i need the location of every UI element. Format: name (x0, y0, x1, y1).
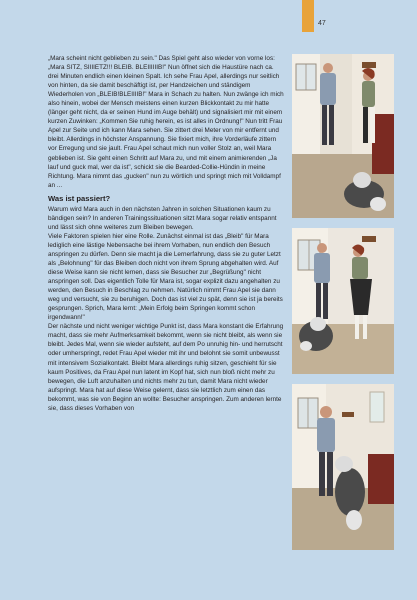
paragraph: „Mara scheint nicht geblieben zu sein." Das Spiel geht also wieder von vorne los: „Mara SITZ, SIIIIETZ!!! BLEIB. BLEIIIIIIB!" Nun öffnet sich die Haustüre nach ca. drei Minuten endlich einen kleinen Spalt. Ich sehe Frau Apel, allerdings nur seitlich von hinten, da sie damit beschäftigt ist, per Handzeichen und ständigem Wiederholen von „BLEIB!BLEIIIIB!" Mara in Schach zu halten. Nun zwänge ich mich also hinein, wobei der Mensch meistens einen kurzen Blickkontakt zu mir hatte (länger geht nicht, da er seinen Hund im Auge behält) und signalisiert mir mit einem kurzen Zuwinken: „Kommen Sie ruhig herein, es ist alles in Ordnung!" Nun tritt Frau Apel zur Seite und ich kann Mara sehen. Sie zittert drei Meter von mir entfernt und bleibt. Allerdings in höchster Anspannung. Sie fixiert mich, ihre Vorderläufe zittern vor Erregung und sie jault. Frau Apel schaut mich nun voller Stolz an, weil Mara geblieben ist. Sie geht einen Schritt auf Mara zu, und mit einem animierenden „Ja lauf und guck mal, wer da ist", schickt sie die Bearded-Collie-Hündin in meine Richtung. Mara nimmt das „gucken" nun zu wörtlich und springt mich mit Volldampf an ... (48, 55, 284, 189)
photo-greeting-at-door (292, 54, 394, 218)
paragraph: Viele Faktoren spielen hier eine Rolle. Zunächst einmal ist das „Bleib" für Mara lediglich eine lästige Nebensache bei ihrem Vorhaben, nun endlich den Besuch anspringen zu dürfen. Denn sie macht ja die Lernerfahrung, dass sie zu guter Letzt als „Belohnung" für das Bleiben doch nicht von ihrem Sprung abgehalten wird. Auf diese Weise kann sie nicht lernen, dass sie Besucher zur „Begrüßung" nicht anspringen soll. Das eigentlich Tolle für Mara ist, sogar explizit dazu angehalten zu werden, den Besuch in Beschlag zu nehmen. Natürlich nimmt Frau Apel sie dann weg und versucht, sie zu beruhigen. Doch das ist viel zu spät, denn sie ist ja bereits gesprungen. Sprich, Mara lernt: „Mein Erfolg beim Springen kommt schon irgendwann!" (48, 232, 283, 322)
photo-dog-jumping-at-man (292, 384, 394, 550)
chapter-tab (302, 0, 314, 32)
photo-woman-with-dog (292, 228, 394, 374)
page-number: 47 (318, 20, 326, 27)
section-heading: Was ist passiert? (48, 193, 111, 203)
paragraph: Der nächste und nicht weniger wichtige Punkt ist, dass Mara konstant die Erfahrung macht, dass sie mehr Aufmerksamkeit bekommt, wenn sie nicht bleibt, als wenn sie bleibt. Jedes Mal, wenn sie wieder aufsteht, auf dem Po unruhig hin- und herrutscht oder umherspringt, redet Frau Apel wieder mit ihr und belohnt sie somit unbewusst mit intensivem Sozialkontakt. Bleibt Mara allerdings ruhig sitzen, geschieht für sie kaum Positives, da Frau Apel nun latent im Kopf hat, sich nun bloß nicht mehr zu bewegen, die Luft anzuhalten und nichts mehr zu tun, damit Mara nicht wieder aufspringt. Mara hat auf diese Weise gelernt, dass sie letztlich zum einen das bekommt, was sie von Beginn an wollte: Besucher anspringen. Zum anderen lernte sie, dass dieses Vorhaben von (48, 323, 284, 412)
article-text (48, 54, 284, 413)
paragraph: Warum wird Mara auch in den nächsten Jahren in solchen Situationen kaum zu bändigen sein? In anderen Trainingssituationen sitzt Mara sogar relativ entspannt und lässt sich ohne weiteres zum Bleiben bewegen. (48, 205, 277, 231)
